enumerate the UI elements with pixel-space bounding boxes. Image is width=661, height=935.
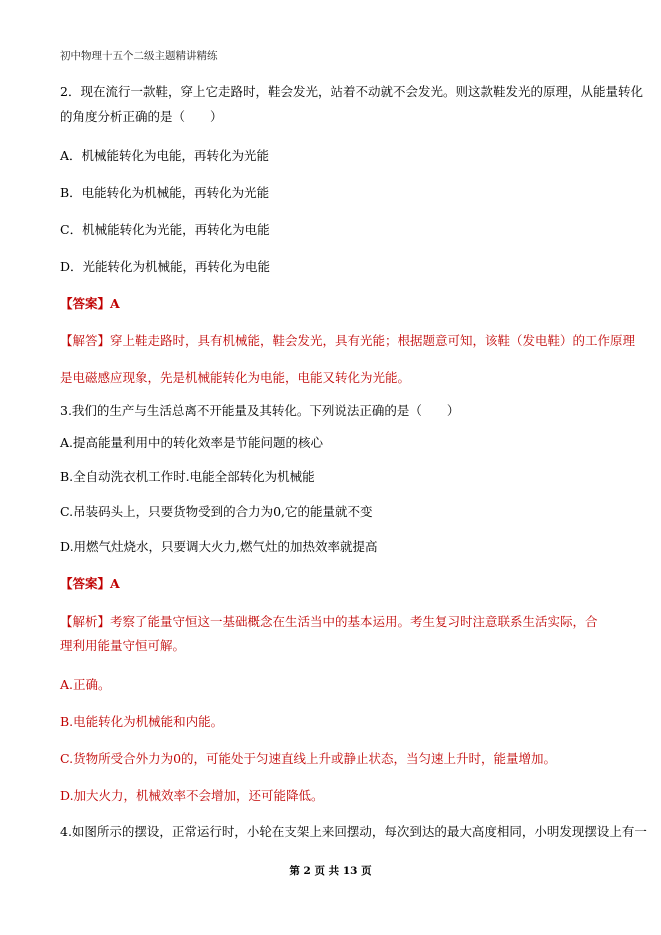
q2-analysis-line1: 【解答】穿上鞋走路时，具有机械能，鞋会发光，具有光能；根据题意可知，该鞋（发电鞋）的工作原理 [60,333,636,348]
q4-stem-line1: 4.如图所示的摆设，正常运行时，小轮在支架上来回摆动，每次到达的最大高度相同，小明发现摆设上有一 [60,824,647,839]
q3-analysis-line1: 【解析】考察了能量守恒这一基础概念在生活当中的基本运用。考生复习时注意联系生活实际，合 [60,614,598,629]
q3-option-d: D.用燃气灶烧水，只要调大火力,燃气灶的加热效率就提高 [60,539,378,554]
q3-option-c: C.吊装码头上，只要货物受到的合力为0,它的能量就不变 [60,504,373,519]
q2-analysis-line2: 是电磁感应现象，先是机械能转化为电能，电能又转化为光能。 [60,370,411,385]
q2-option-a: A．机械能转化为电能，再转化为光能 [60,148,270,163]
q3-option-b: B.全自动洗衣机工作时.电能全部转化为机械能 [60,469,315,484]
q2-stem-line1: 2．现在流行一款鞋，穿上它走路时，鞋会发光，站着不动就不会发光。则这款鞋发光的原理，从能量转化 [60,84,643,99]
q2-option-d: D．光能转化为机械能，再转化为电能 [60,259,271,274]
q3-answer: 【答案】A [60,576,120,591]
q3-option-a: A.提高能量利用中的转化效率是节能问题的核心 [60,435,324,450]
page-footer: 第 2 页 共 13 页 [289,865,372,877]
q3-explanation-d: D.加大火力，机械效率不会增加，还可能降低。 [60,788,324,803]
q3-analysis-line2: 理利用能量守恒可解。 [60,638,186,653]
page-header: 初中物理十五个二级主题精讲精练 [60,50,218,62]
q3-explanation-c: C.货物所受合外力为0的，可能处于匀速直线上升或静止状态，当匀速上升时，能量增加。 [60,751,557,766]
q3-explanation-b: B.电能转化为机械能和内能。 [60,714,224,729]
q2-option-c: C．机械能转化为光能，再转化为电能 [60,222,270,237]
q2-stem-line2: 的角度分析正确的是（ ） [60,109,223,124]
q2-answer: 【答案】A [60,296,120,311]
q2-option-b: B．电能转化为机械能，再转化为光能 [60,185,270,200]
q3-stem: 3.我们的生产与生活总离不开能量及其转化。下列说法正确的是（ ） [60,403,460,418]
q3-explanation-a: A.正确。 [60,677,111,692]
